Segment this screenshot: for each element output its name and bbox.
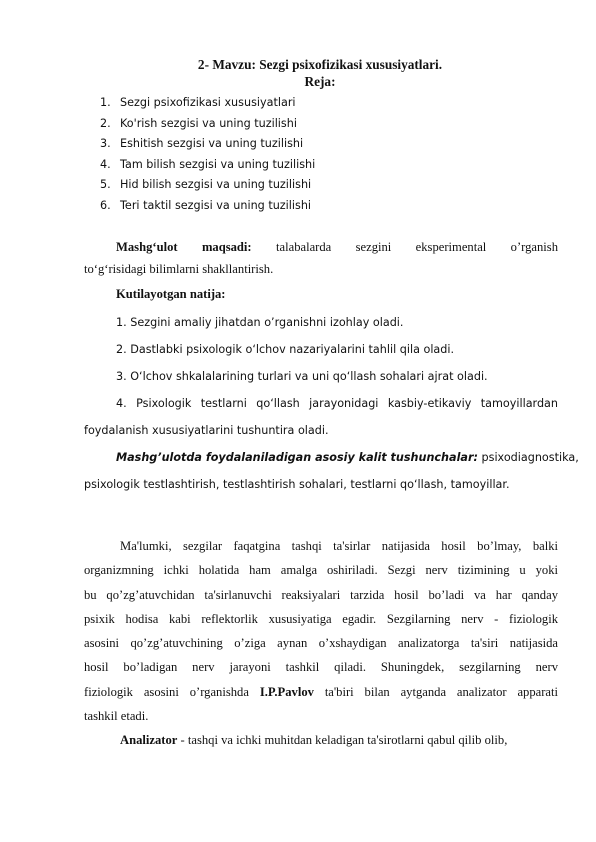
page-title: 2- Mavzu: Sezgi psixofizikasi xususiyatlari. [197,57,443,72]
plan-heading: Reja: [304,74,336,89]
goal-text-cont: to‘g‘risidagi bilimlarni shakllantirish. [84,262,274,276]
pavlov-name: I.P.Pavlov [259,684,314,699]
body-line: asosini qo’zg’atuvchining o’ziga aynan o’xshaydigan analizatorga ta'siri natijasida [84,636,558,651]
goal-section [84,236,558,280]
list-item: 3. Eshitish sezgisi va uning tuzilishi [100,137,304,150]
body-line: Analizator - tashqi va ichki muhitdan keladigan ta'sirotlarni qabul qilib olib, [120,733,508,748]
goal-label: Mashg‘ulot maqsadi: [116,240,252,254]
analizator-term: Analizator [120,733,178,748]
body-line: organizmning ichki holatida ham amalga oshiriladi. Sezgi nerv tizimining u yoki [84,563,558,578]
concepts-text-cont: psixologik testlashtirish, testlashtirish sohalari, testlarni qo‘llash, tamoyillar. [84,478,510,491]
body-line: fiziologik asosini o’rganishda I.P.Pavlov ta'biri bilan aytganda analizator apparati [84,684,558,699]
body-line: psixik hodisa kabi reflektorlik xususiyatiga egadir. Sezgilarning nerv - fiziologik [84,611,558,626]
outcome-item-cont: foydalanish xususiyatlarini tushuntira oladi. [84,424,329,437]
goal-text: talabalarda sezgini eksperimental o’rganish [276,240,558,254]
body-line: hosil bo’ladigan nerv jarayoni tashkil qiladi. Shuningdek, sezgilarning nerv [84,660,558,675]
concepts-text: psixodiagnostika, [477,451,579,464]
body-paragraph [84,534,558,753]
list-item: 4. Tam bilish sezgisi va uning tuzilishi [100,157,316,171]
list-item: 5. Hid bilish sezgisi va uning tuzilishi [100,178,312,191]
body-line: tashkil etadi. [84,709,149,724]
outcomes-heading: Kutilayotgan natija: [116,287,226,301]
outcomes-list [84,309,558,444]
plan-list [100,93,315,216]
outcome-item: 3. O‘lchov shkalalarining turlari va uni qo‘llash sohalari ajrat oladi. [116,370,488,383]
concepts-section [84,444,579,498]
list-item: 6. Teri taktil sezgisi va uning tuzilishi [100,198,312,212]
concepts-label: Mashg’ulotda foydalaniladigan asosiy kalit tushunchalar: [116,451,478,464]
list-item: 1. Sezgi psixofizikasi xususiyatlari [100,96,296,109]
body-line: Ma'lumki, sezgilar faqatgina tashqi ta'sirlar natijasida hosil bo’lmay, balki [120,539,558,553]
outcome-item: 1. Sezgini amaliy jihatdan o’rganishni izohlay oladi. [116,316,404,329]
outcome-item: 4. Psixologik testlarni qo‘llash jarayonidagi kasbiy-etikaviy tamoyillardan [116,397,558,410]
list-item: 2. Ko'rish sezgisi va uning tuzilishi [100,116,297,130]
body-line: bu qo’zg’atuvchidan ta'sirlanuvchi reaksiyalari tarzida hosil bo’ladi va har qanday [84,587,558,602]
outcome-item: 2. Dastlabki psixologik o‘lchov nazariyalarini tahlil qila oladi. [116,343,455,356]
